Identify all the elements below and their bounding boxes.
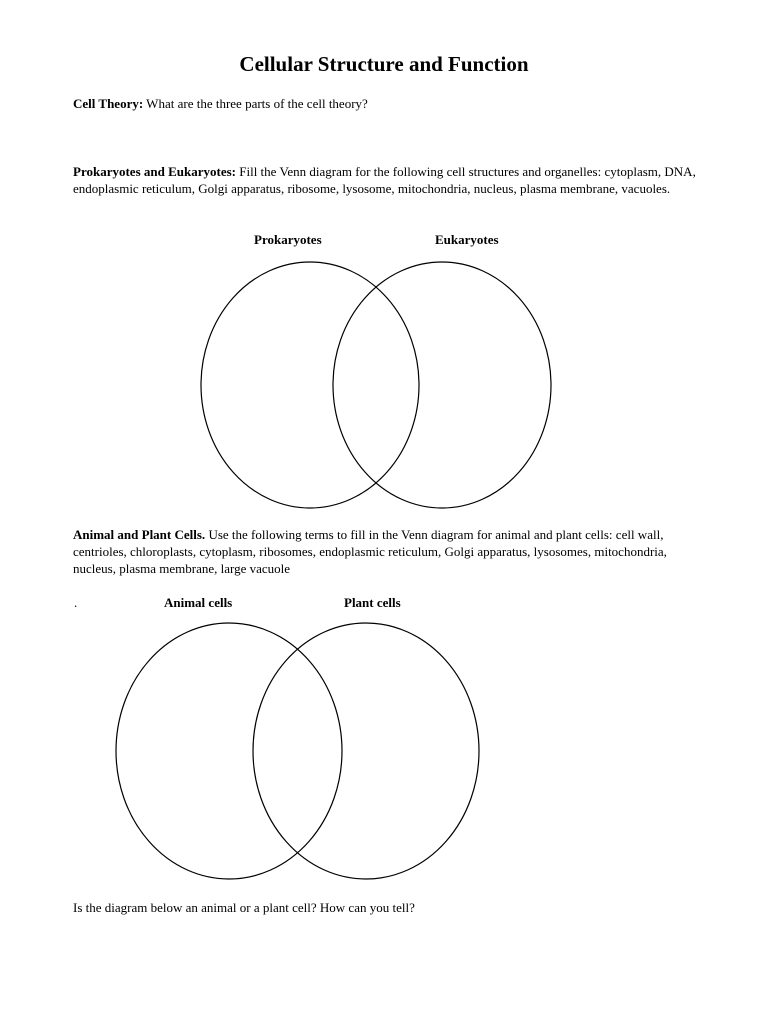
venn-diagram-prokaryotes-eukaryotes: [0, 255, 768, 517]
diagram-question: Is the diagram below an animal or a plant cell? How can you tell?: [73, 900, 415, 915]
prokaryotes-eukaryotes-heading: Prokaryotes and Eukaryotes:: [73, 164, 236, 179]
venn-circle-plant-cells: [253, 623, 479, 879]
cell-theory-text: What are the three parts of the cell theory?: [143, 96, 368, 111]
stray-mark: .: [74, 595, 78, 610]
venn-label-eukaryotes: Eukaryotes: [435, 232, 499, 247]
cell-theory-question: [73, 95, 713, 112]
venn-label-animal-cells: Animal cells: [164, 595, 233, 610]
animal-plant-instructions: [73, 526, 713, 577]
cell-theory-heading: Cell Theory:: [73, 96, 144, 111]
venn-label-plant-cells: Plant cells: [344, 595, 401, 610]
animal-plant-heading: Animal and Plant Cells.: [73, 527, 206, 542]
venn-circle-eukaryotes: [333, 262, 551, 508]
venn-label-prokaryotes: Prokaryotes: [254, 232, 322, 247]
venn-diagram-animal-plant: [0, 617, 768, 885]
page-title: Cellular Structure and Function: [239, 52, 529, 76]
animal-plant-text: Use the following terms to fill in the Venn diagram for animal and plant cells: cell wall, centrioles, chloroplasts, cytoplasm, ribosomes, endoplasmic reticulum, Golgi apparatus, lysosomes, mitochondria, nucleus, plasma membrane, large vacuole: [73, 527, 667, 576]
prokaryotes-eukaryotes-text: Fill the Venn diagram for the following cell structures and organelles: cytoplasm, DNA, endoplasmic reticulum, Golgi apparatus, ribosome, lysosome, mitochondria, nucleus, plasma membrane, vacuoles.: [73, 164, 696, 196]
prokaryotes-eukaryotes-instructions: [73, 163, 713, 197]
venn-circle-animal-cells: [116, 623, 342, 879]
venn-circle-prokaryotes: [201, 262, 419, 508]
